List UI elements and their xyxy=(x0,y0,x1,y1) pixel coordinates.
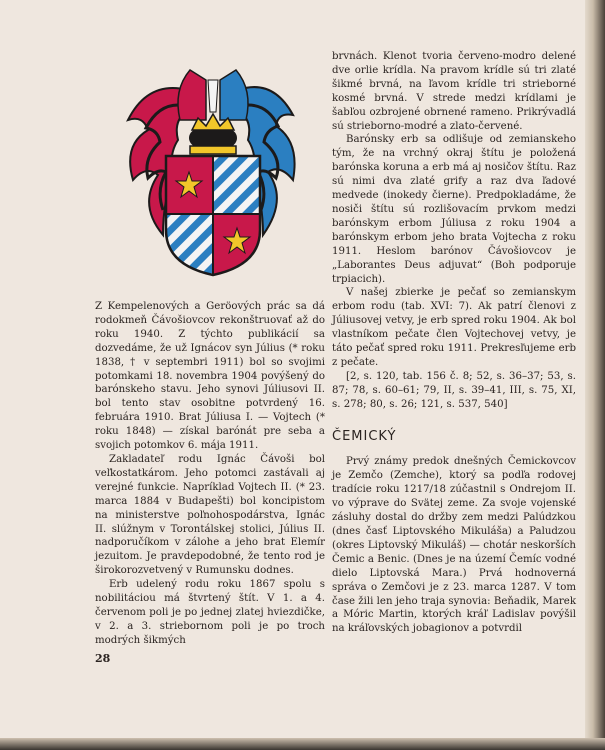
paragraph: Z Kempelenových a Geröových prác sa dá rodokmeň Čávošiovcov rekonštruovať až do roku 1940. Z týchto publikácií sa dozvedáme, že už Ignácov syn Július (* roku 1838, † v septembri 1911) bol so svojimi potomkami 18. novembra 1904 povýšený do barónskeho stavu. Jeho synovi Júliusovi II. bol tento stav osobitne potvrdený 16. februára 1910. Brat Júliusa I. — Vojtech (* roku 1848) — získal barónát pre seba a svojich potomkov 6. mája 1911. xyxy=(95,301,325,452)
paragraph: Barónsky erb sa odlišuje od zemianskeho tým, že na vrchný okraj štítu je položená barónska koruna a erb má aj nosičov štítu. Raz sú nimi dva zlaté grify a raz dva ľadové medvede (inokedy čierne). Predpokladáme, že nosiči štítu sú rozlišovacím prvkom medzi barónskym erbom Júliusa z roku 1904 a barónskym erbom jeho brata Vojtecha z roku 1911. Heslom barónov Čávošiovcov je „Laborantes Deus adjuvat“ (Boh podporuje trpiacich). xyxy=(332,134,576,285)
bottom-edge xyxy=(0,738,605,750)
paragraph: Prvý známy predok dnešných Čemickovcov je Zemčo (Zemche), ktorý sa podľa rodovej tradície roku 1217/18 zúčastnil s Ondrejom II. vo výprave do Svätej zeme. Za svoje vojenské zásluhy dostal do držby zem medzi Palúdzkou (dnes časť Liptovského Mikuláša) a Paludzou (okres Liptovský Mikuláš) — chotár neskorších Čemic a Benic. (Dnes je na území Čemíc vodné dielo Liptovská Mara.) Prvá hodnoverná správa o Zemčovi je z 23. marca 1287. V tom čase žili len jeho traja synovia: Beňadik, Marek a Móric Martin, ktorých kráľ Ladislav povýšil na kráľovských jobagionov a potvrdil xyxy=(332,456,576,635)
crest-wings xyxy=(178,70,248,120)
page-number: 28 xyxy=(95,652,111,665)
page-edge xyxy=(585,0,605,750)
left-column xyxy=(95,300,325,648)
section-heading: ČEMICKÝ xyxy=(332,428,397,444)
paragraph: Zakladateľ rodu Ignác Čávoši bol veľkostatkárom. Jeho potomci zastávali aj verejné funkcie. Napríklad Vojtech II. (* 23. marca 1884 v Budapešti) bol koncipistom na ministerstve poľnohospodárstva, Ignác II. slúžnym v Torontálskej stolici, Július II. nadporučíkom v zálohe a jeho brat Elemír jezuitom. Je pravdepodobné, že tento rod je širokorozvetvený v Rumunsku dodnes. xyxy=(95,453,325,577)
right-column xyxy=(332,50,576,636)
references: [2, s. 120, tab. 156 č. 8; 52, s. 36–37; 53, s. 87; 78, s. 60–61; 79, II, s. 39–41, III, s. 75, XI, s. 278; 80, s. 26; 121, s. 537, 540] xyxy=(332,370,576,410)
coat-of-arms-illustration xyxy=(118,60,303,280)
helmet-crown xyxy=(189,114,237,154)
paragraph: brvnách. Klenot tvoria červeno-modro delené dve orlie krídla. Na pravom krídle sú tri zlaté šikmé brvná, na ľavom krídle tri strieborné kosmé brvná. V strede medzi krídlami je šabľou ozbrojené obrnené rameno. Prikrývadlá sú strieborno-modré a zlato-červené. xyxy=(332,51,576,132)
paragraph: V našej zbierke je pečať so zemianskym erbom rodu (tab. XVI: 7). Ak patrí členovi z Júliusovej vetvy, je erb spred roku 1904. Ak bol vlastníkom pečate člen Vojtechovej vetvy, je táto pečať spred roku 1911. Prekresľujeme erb z pečate. xyxy=(332,287,576,368)
paragraph: Erb udelený rodu roku 1867 spolu s nobilitáciou má štvrtený štít. V 1. a 4. červenom poli je po jednej zlatej hviezdičke, v 2. a 3. striebornom poli je po troch modrých šikmých xyxy=(95,579,325,646)
